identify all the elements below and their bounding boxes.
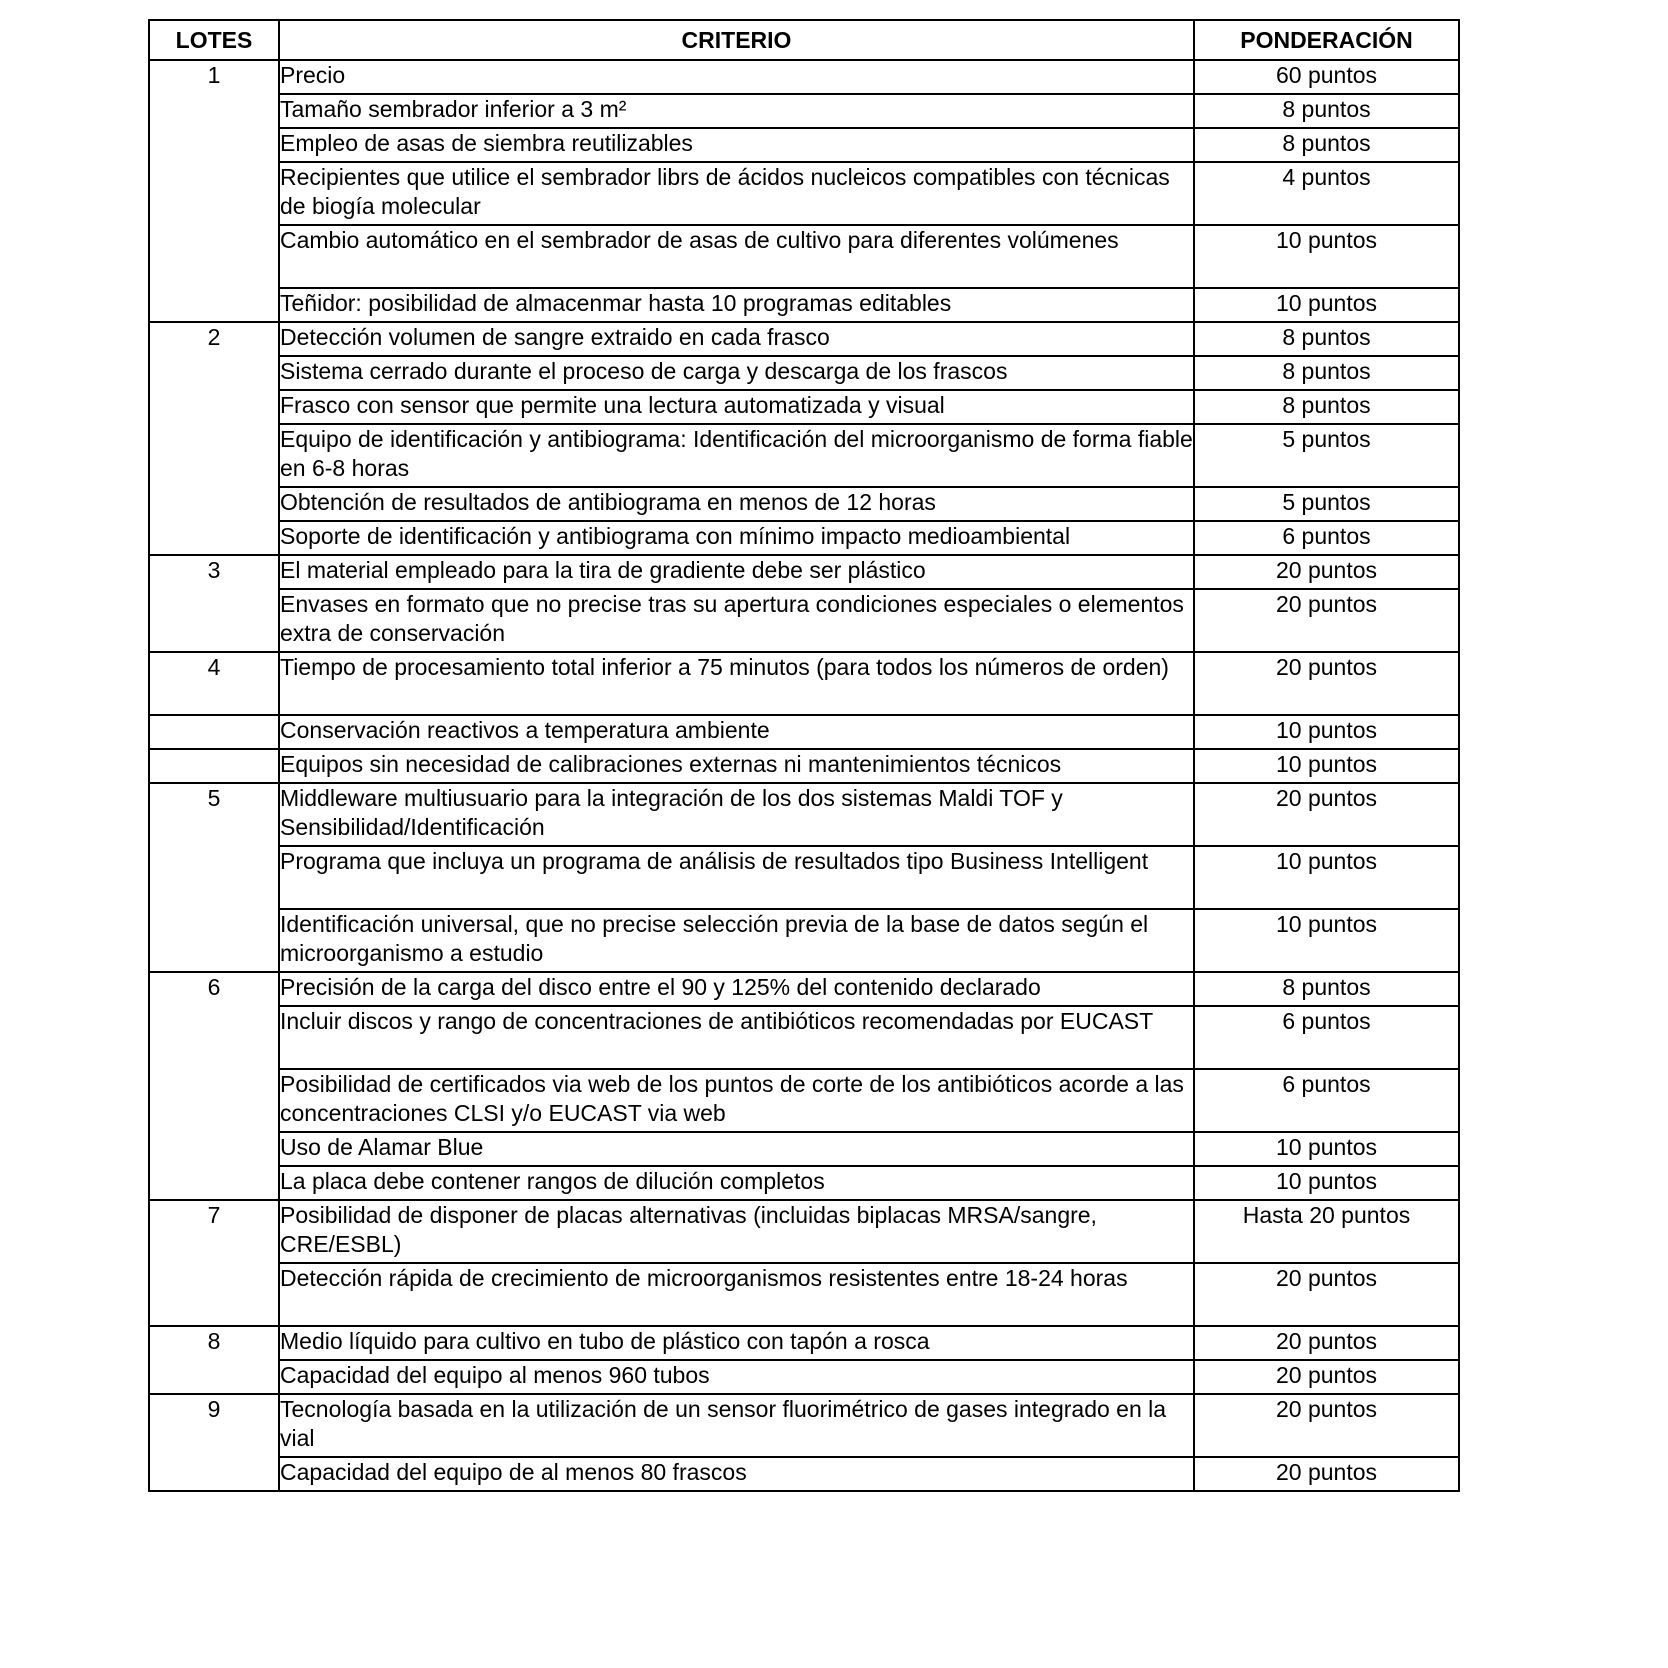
header-ponderacion: PONDERACIÓN [1194, 20, 1459, 60]
criterio-cell: Cambio automático en el sembrador de asas de cultivo para diferentes volúmenes [279, 225, 1194, 288]
criterio-cell: El material empleado para la tira de gradiente debe ser plástico [279, 555, 1194, 589]
ponderacion-cell: 10 puntos [1194, 288, 1459, 322]
criterio-cell: Equipo de identificación y antibiograma: Identificación del microorganismo de forma fiable en 6-8 horas [279, 424, 1194, 487]
criteria-table [148, 19, 1460, 1492]
ponderacion-cell: 10 puntos [1194, 749, 1459, 783]
table-row [149, 1132, 1459, 1166]
criterio-cell: Obtención de resultados de antibiograma en menos de 12 horas [279, 487, 1194, 521]
ponderacion-cell: 20 puntos [1194, 1360, 1459, 1394]
ponderacion-cell: 10 puntos [1194, 715, 1459, 749]
criterio-cell: Uso de Alamar Blue [279, 1132, 1194, 1166]
criterio-cell: Detección volumen de sangre extraido en cada frasco [279, 322, 1194, 356]
lote-cell: 9 [149, 1394, 279, 1491]
ponderacion-cell: 4 puntos [1194, 162, 1459, 225]
header-criterio: CRITERIO [279, 20, 1194, 60]
lote-cell: 2 [149, 322, 279, 555]
criterio-cell: Tecnología basada en la utilización de un sensor fluorimétrico de gases integrado en la vial [279, 1394, 1194, 1457]
table-row [149, 487, 1459, 521]
criterio-cell: Capacidad del equipo de al menos 80 frascos [279, 1457, 1194, 1491]
table-row [149, 60, 1459, 94]
lote-cell: 5 [149, 783, 279, 972]
criterio-cell: Equipos sin necesidad de calibraciones externas ni mantenimientos técnicos [279, 749, 1194, 783]
table-row [149, 225, 1459, 288]
lote-cell: 1 [149, 60, 279, 322]
ponderacion-cell: 8 puntos [1194, 390, 1459, 424]
criterio-cell: Tamaño sembrador inferior a 3 m² [279, 94, 1194, 128]
criterio-cell: Identificación universal, que no precise selección previa de la base de datos según el microorganismo a estudio [279, 909, 1194, 972]
table-row [149, 555, 1459, 589]
lote-cell: 8 [149, 1326, 279, 1394]
ponderacion-cell: 20 puntos [1194, 783, 1459, 846]
ponderacion-cell: 20 puntos [1194, 1263, 1459, 1326]
ponderacion-cell: 60 puntos [1194, 60, 1459, 94]
criterio-cell: La placa debe contener rangos de dilución completos [279, 1166, 1194, 1200]
criterio-cell: Recipientes que utilice el sembrador librs de ácidos nucleicos compatibles con técnicas de biogía molecular [279, 162, 1194, 225]
table-row [149, 749, 1459, 783]
header-lotes: LOTES [149, 20, 279, 60]
table-row [149, 162, 1459, 225]
table-row [149, 1006, 1459, 1069]
table-row [149, 1200, 1459, 1263]
table-row [149, 322, 1459, 356]
table-row [149, 589, 1459, 652]
criterio-cell: Detección rápida de crecimiento de microorganismos resistentes entre 18-24 horas [279, 1263, 1194, 1326]
criterio-cell: Programa que incluya un programa de análisis de resultados tipo Business Intelligent [279, 846, 1194, 909]
ponderacion-cell: 20 puntos [1194, 589, 1459, 652]
ponderacion-cell: 10 puntos [1194, 1166, 1459, 1200]
ponderacion-cell: 10 puntos [1194, 1132, 1459, 1166]
ponderacion-cell: 20 puntos [1194, 1457, 1459, 1491]
ponderacion-cell: 8 puntos [1194, 322, 1459, 356]
criterio-cell: Medio líquido para cultivo en tubo de plástico con tapón a rosca [279, 1326, 1194, 1360]
criterio-cell: Posibilidad de certificados via web de los puntos de corte de los antibióticos acorde a las concentraciones CLSI y/o EUCAST via web [279, 1069, 1194, 1132]
criterio-cell: Sistema cerrado durante el proceso de carga y descarga de los frascos [279, 356, 1194, 390]
lote-cell [149, 715, 279, 749]
table-row [149, 1166, 1459, 1200]
lote-cell: 3 [149, 555, 279, 652]
ponderacion-cell: 6 puntos [1194, 1069, 1459, 1132]
ponderacion-cell: 6 puntos [1194, 1006, 1459, 1069]
table-row [149, 424, 1459, 487]
criterio-cell: Conservación reactivos a temperatura ambiente [279, 715, 1194, 749]
criterio-cell: Tiempo de procesamiento total inferior a 75 minutos (para todos los números de orden) [279, 652, 1194, 715]
table-row [149, 1457, 1459, 1491]
table-row [149, 288, 1459, 322]
table-header-row [149, 20, 1459, 60]
table-row [149, 846, 1459, 909]
table-row [149, 390, 1459, 424]
ponderacion-cell: 20 puntos [1194, 1394, 1459, 1457]
criterio-cell: Incluir discos y rango de concentraciones de antibióticos recomendadas por EUCAST [279, 1006, 1194, 1069]
ponderacion-cell: 10 puntos [1194, 225, 1459, 288]
ponderacion-cell: 8 puntos [1194, 94, 1459, 128]
ponderacion-cell: 8 puntos [1194, 972, 1459, 1006]
lote-cell: 4 [149, 652, 279, 715]
table-row [149, 783, 1459, 846]
table-row [149, 1263, 1459, 1326]
table-row [149, 1069, 1459, 1132]
criterio-cell: Precio [279, 60, 1194, 94]
ponderacion-cell: 8 puntos [1194, 128, 1459, 162]
criterio-cell: Middleware multiusuario para la integración de los dos sistemas Maldi TOF y Sensibilidad/Identificación [279, 783, 1194, 846]
lote-cell: 6 [149, 972, 279, 1200]
ponderacion-cell: Hasta 20 puntos [1194, 1200, 1459, 1263]
table-row [149, 972, 1459, 1006]
ponderacion-cell: 6 puntos [1194, 521, 1459, 555]
lote-cell [149, 749, 279, 783]
table-row [149, 1394, 1459, 1457]
table-row [149, 128, 1459, 162]
table-row [149, 909, 1459, 972]
table-row [149, 652, 1459, 715]
table-row [149, 1326, 1459, 1360]
ponderacion-cell: 10 puntos [1194, 909, 1459, 972]
criterio-cell: Empleo de asas de siembra reutilizables [279, 128, 1194, 162]
criterio-cell: Capacidad del equipo al menos 960 tubos [279, 1360, 1194, 1394]
table-row [149, 1360, 1459, 1394]
ponderacion-cell: 8 puntos [1194, 356, 1459, 390]
criterio-cell: Posibilidad de disponer de placas alternativas (incluidas biplacas MRSA/sangre, CRE/ESBL) [279, 1200, 1194, 1263]
ponderacion-cell: 20 puntos [1194, 555, 1459, 589]
criterio-cell: Precisión de la carga del disco entre el 90 y 125% del contenido declarado [279, 972, 1194, 1006]
table-row [149, 356, 1459, 390]
ponderacion-cell: 5 puntos [1194, 424, 1459, 487]
criterio-cell: Teñidor: posibilidad de almacenmar hasta 10 programas editables [279, 288, 1194, 322]
criterio-cell: Frasco con sensor que permite una lectura automatizada y visual [279, 390, 1194, 424]
table-row [149, 521, 1459, 555]
ponderacion-cell: 10 puntos [1194, 846, 1459, 909]
ponderacion-cell: 5 puntos [1194, 487, 1459, 521]
table-row [149, 94, 1459, 128]
criterio-cell: Envases en formato que no precise tras su apertura condiciones especiales o elementos extra de conservación [279, 589, 1194, 652]
table-body [149, 60, 1459, 1491]
ponderacion-cell: 20 puntos [1194, 1326, 1459, 1360]
ponderacion-cell: 20 puntos [1194, 652, 1459, 715]
table-row [149, 715, 1459, 749]
lote-cell: 7 [149, 1200, 279, 1326]
criterio-cell: Soporte de identificación y antibiograma con mínimo impacto medioambiental [279, 521, 1194, 555]
